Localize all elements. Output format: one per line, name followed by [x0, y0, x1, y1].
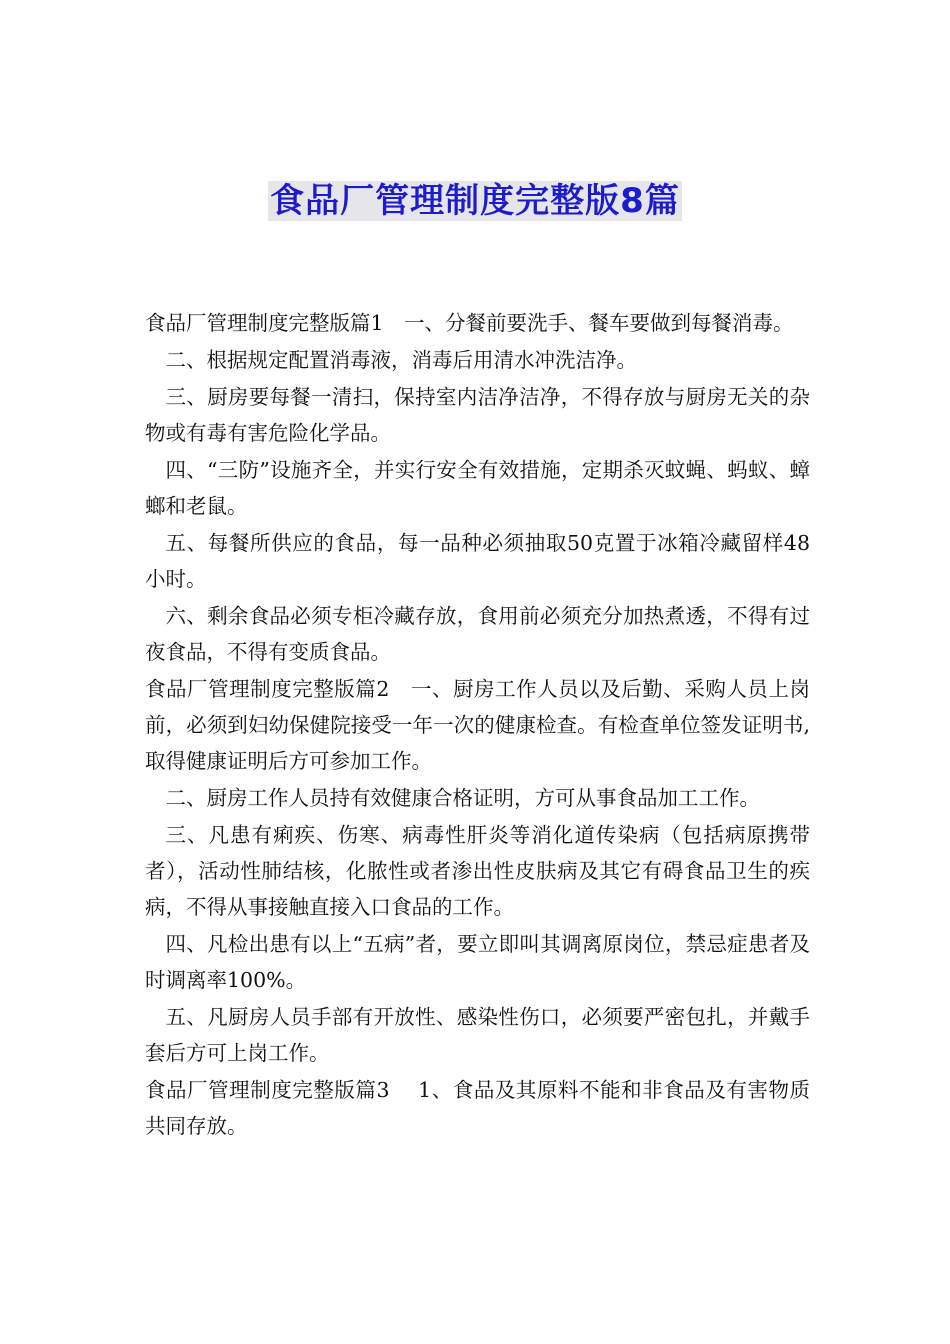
paragraph: 二、根据规定配置消毒液，消毒后用清水冲洗洁净。: [165, 348, 637, 372]
paragraph: 食品厂管理制度完整版篇2 一、厨房工作人员以及后勤、采购人员上岗前，必须到妇幼保健院接受一年一次的健康检查。有检查单位签发证明书,取得健康证明后方可参加工作。: [145, 677, 810, 773]
title-text: 食品厂管理制度完整版8篇: [270, 181, 680, 221]
paragraph: 四、凡检出患有以上“五病”者，要立即叫其调离原岗位，禁忌症患者及时调离率100%。: [145, 932, 810, 992]
document-title: [0, 176, 950, 226]
paragraph: 二、厨房工作人员持有效健康合格证明，方可从事食品加工工作。: [165, 786, 760, 810]
paragraph: 食品厂管理制度完整版篇3 1、食品及其原料不能和非食品及有害物质共同存放。: [145, 1078, 810, 1138]
document-body: [145, 305, 810, 1145]
paragraph: 食品厂管理制度完整版篇1 一、分餐前要洗手、餐车要做到每餐消毒。: [145, 311, 794, 335]
paragraph: 五、凡厨房人员手部有开放性、感染性伤口，必须要严密包扎，并戴手套后方可上岗工作。: [145, 1005, 810, 1065]
paragraph: 三、凡患有痢疾、伤寒、病毒性肝炎等消化道传染病（包括病原携带者），活动性肺结核，化脓性或者渗出性皮肤病及其它有碍食品卫生的疾病，不得从事接触直接入口食品的工作。: [145, 823, 810, 919]
paragraph: 四、“三防”设施齐全，并实行安全有效措施，定期杀灭蚊蝇、蚂蚁、蟑螂和老鼠。: [145, 458, 810, 518]
paragraph: 五、每餐所供应的食品，每一品种必须抽取50克置于冰箱冷藏留样48小时。: [145, 531, 810, 591]
paragraph: 六、剩余食品必须专柜冷藏存放，食用前必须充分加热煮透，不得有过夜食品，不得有变质食品。: [145, 604, 810, 664]
paragraph: 三、厨房要每餐一清扫，保持室内洁净洁净，不得存放与厨房无关的杂物或有毒有害危险化学品。: [145, 385, 810, 445]
